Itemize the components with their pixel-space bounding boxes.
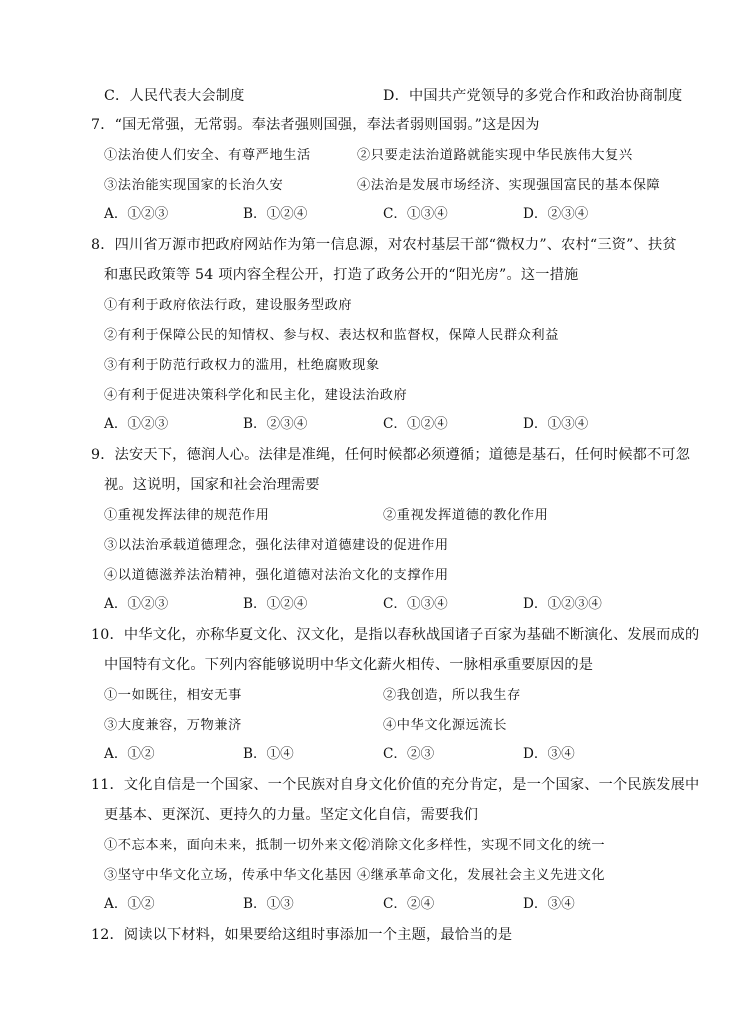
q9-item-3: ③以法治承载道德理念，强化法律对道德建设的促进作用 [104,538,449,553]
q9-item-1: ①重视发挥法律的规范作用 [104,508,270,523]
question-text: 四川省万源市把政府网站作为第一信息源，对农村基层干部“微权力”、农村“三资”、扶贫 [114,237,677,253]
question-9-stem-line2: 视。这说明，国家和社会治理需要 [104,477,320,493]
q9-choice-c: C．①③④ [383,596,448,612]
question-10-stem-line1 [91,628,699,642]
q8-choice-c: C．①②④ [383,416,448,432]
question-number: 9． [91,447,115,463]
q10-item-3: ③大度兼容，万物兼济 [104,718,242,733]
q11-choice-c: C．②④ [383,896,435,912]
question-text: 文化自信是一个国家、一个民族对自身文化价值的充分肯定，是一个国家、一个民族发展中 [123,777,700,793]
q10-choice-b: B．①④ [243,746,294,762]
q7-item-1: ①法治使人们安全、有尊严地生活 [104,148,311,163]
q7-choice-a: A．①②③ [104,206,169,222]
q8-choice-d: D．①③④ [523,416,589,432]
q8-item-1: ①有利于政府依法行政，建设服务型政府 [104,298,353,313]
q11-item-4: ④继承革命文化，发展社会主义先进文化 [357,868,606,883]
q10-choice-d: D．③④ [523,746,575,762]
question-number: 11． [91,777,124,793]
q11-item-2: ②消除文化多样性，实现不同文化的统一 [357,838,606,853]
question-text: 法安天下，德润人心。法律是准绳，任何时候都必须遵循；道德是基石，任何时候都不可忽 [114,447,691,463]
q6-option-d: D．中国共产党领导的多党合作和政治协商制度 [383,88,683,104]
q10-choice-c: C．②③ [383,746,435,762]
question-11-stem-line1 [91,778,699,792]
q10-item-2: ②我创造，所以我生存 [383,688,521,703]
q11-item-3: ③坚守中华文化立场，传承中华文化基因 [104,868,353,883]
q8-item-4: ④有利于促进决策科学化和民主化，建设法治政府 [104,388,408,403]
q7-choice-c: C．①③④ [383,206,448,222]
q10-item-4: ④中华文化源远流长 [383,718,508,733]
q11-choice-d: D．③④ [523,896,575,912]
q7-item-2: ②只要走法治道路就能实现中华民族伟大复兴 [357,148,633,163]
question-number: 7． [91,117,115,133]
question-11-stem-line2: 更基本、更深沉、更持久的力量。坚定文化自信，需要我们 [104,807,479,823]
q7-item-3: ③法治能实现国家的长治久安 [104,178,284,193]
q7-item-4: ④法治是发展市场经济、实现强国富民的基本保障 [357,178,661,193]
question-7-stem [91,118,540,132]
question-number: 12． [91,927,124,943]
q8-item-3: ③有利于防范行政权力的滥用，杜绝腐败现象 [104,358,380,373]
question-12-stem [91,928,512,942]
question-text: 中华文化，亦称华夏文化、汉文化，是指以春秋战国诸子百家为基础不断演化、发展而成的 [123,627,700,643]
q8-item-2: ②有利于保障公民的知情权、参与权、表达权和监督权，保障人民群众利益 [104,328,559,343]
q8-choice-b: B．②③④ [243,416,308,432]
q8-choice-a: A．①②③ [104,416,169,432]
q9-choice-b: B．①②④ [243,596,308,612]
question-8-stem-line1 [91,238,677,252]
question-number: 10． [91,627,124,643]
question-text: “国无常强，无常弱。奉法者强则国强，奉法者弱则国弱。”这是因为 [114,117,540,133]
question-10-stem-line2: 中国特有文化。下列内容能够说明中华文化薪火相传、一脉相承重要原因的是 [104,657,594,673]
question-8-stem-line2: 和惠民政策等 54 项内容全程公开，打造了政务公开的“阳光房”。这一措施 [104,267,579,283]
q6-option-c: C．人民代表大会制度 [104,88,245,104]
q11-item-1: ①不忘本来，面向未来，抵制一切外来文化 [104,838,366,853]
q9-item-4: ④以道德滋养法治精神，强化道德对法治文化的支撑作用 [104,568,449,583]
q11-choice-b: B．①③ [243,896,294,912]
q10-item-1: ①一如既往，相安无事 [104,688,242,703]
question-number: 8． [91,237,115,253]
q7-choice-d: D．②③④ [523,206,589,222]
q10-choice-a: A．①② [104,746,155,762]
question-9-stem-line1 [91,448,690,462]
q9-choice-a: A．①②③ [104,596,169,612]
q9-item-2: ②重视发挥道德的教化作用 [383,508,549,523]
q7-choice-b: B．①②④ [243,206,308,222]
question-text: 阅读以下材料，如果要给这组时事添加一个主题，最恰当的是 [123,927,513,943]
q11-choice-a: A．①② [104,896,155,912]
q9-choice-d: D．①②③④ [523,596,602,612]
